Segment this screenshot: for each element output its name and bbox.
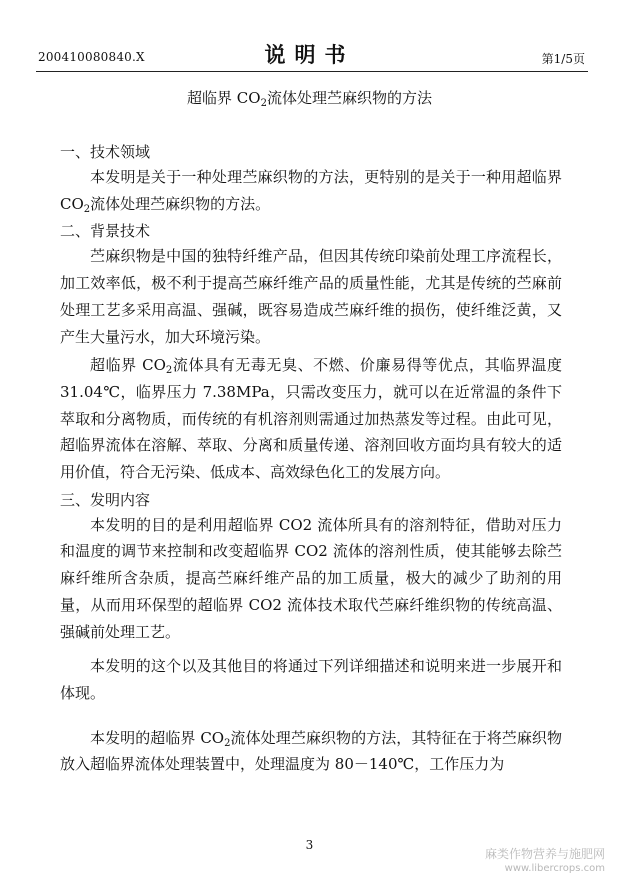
watermark-url: www.libercrops.com	[504, 863, 605, 874]
paragraph: 本发明的目的是利用超临界 CO2 流体所具有的溶剂特征，借助对压力和温度的调节来控制和改变超临界 CO2 流体的溶剂性质，使其能够去除苎麻纤维所含杂质，提高苎麻纤维产品的加工质量，极大的减少了助剂的用量，从而用环保型的超临界 CO2 流体技术取代苎麻纤维织物的传统高温、强碱前处理工艺。	[60, 515, 562, 641]
paragraph: 苎麻织物是中国的独特纤维产品，但因其传统印染前处理工序流程长，加工效率低，极不利于提高苎麻纤维产品的质量性能，尤其是传统的苎麻前处理工艺多采用高温、强碱，既容易造成苎麻纤维的损伤，使纤维泛黄，又产生大量污水，加大环境污染。	[60, 247, 562, 346]
section-heading-background: 二、背景技术	[60, 222, 151, 241]
header-rule	[36, 71, 588, 72]
watermark-text: 麻类作物营养与施肥网	[484, 847, 605, 861]
paragraph: 本发明是关于一种处理苎麻织物的方法，更特别的是关于一种用超临界 $CO_2$流体处理苎麻织物的方法。	[60, 168, 562, 215]
watermark	[485, 847, 605, 875]
spacer	[60, 709, 562, 725]
section-heading-technical-field: 一、技术领域	[60, 143, 151, 161]
section-heading-summary: 三、发明内容	[60, 490, 151, 509]
paragraph: 本发明的这个以及其他目的将通过下列详细描述和说明来进一步展开和体现。	[60, 657, 562, 702]
document-title: 超临界 $CO_2$流体处理苎麻织物的方法	[187, 89, 432, 109]
header-title: 说明书	[264, 42, 355, 67]
page-number: 3	[305, 838, 314, 852]
page-indicator: 第1/5页	[541, 52, 585, 66]
document-number: 200410080840.X	[38, 50, 145, 64]
paragraph: 超临界 $CO_2$流体具有无毒无臭、不燃、价廉易得等优点，其临界温度 31.04℃，临界压力 7.38MPa，只需改变压力，就可以在近常温的条件下萃取和分离物质，而传统的有机溶剂则需通过加热蒸发等过程。由此可见，超临界流体在溶解、萃取、分离和质量传递、溶剂回收方面均具有较大的适用价值，符合无污染、低成本、高效绿色化工的发展方向。	[60, 356, 562, 482]
paragraph: 本发明的超临界 $CO_2$流体处理苎麻织物的方法，其特征在于将苎麻织物放入超临界流体处理装置中，处理温度为 80－140℃，工作压力为	[60, 728, 562, 774]
document-body	[60, 140, 562, 780]
